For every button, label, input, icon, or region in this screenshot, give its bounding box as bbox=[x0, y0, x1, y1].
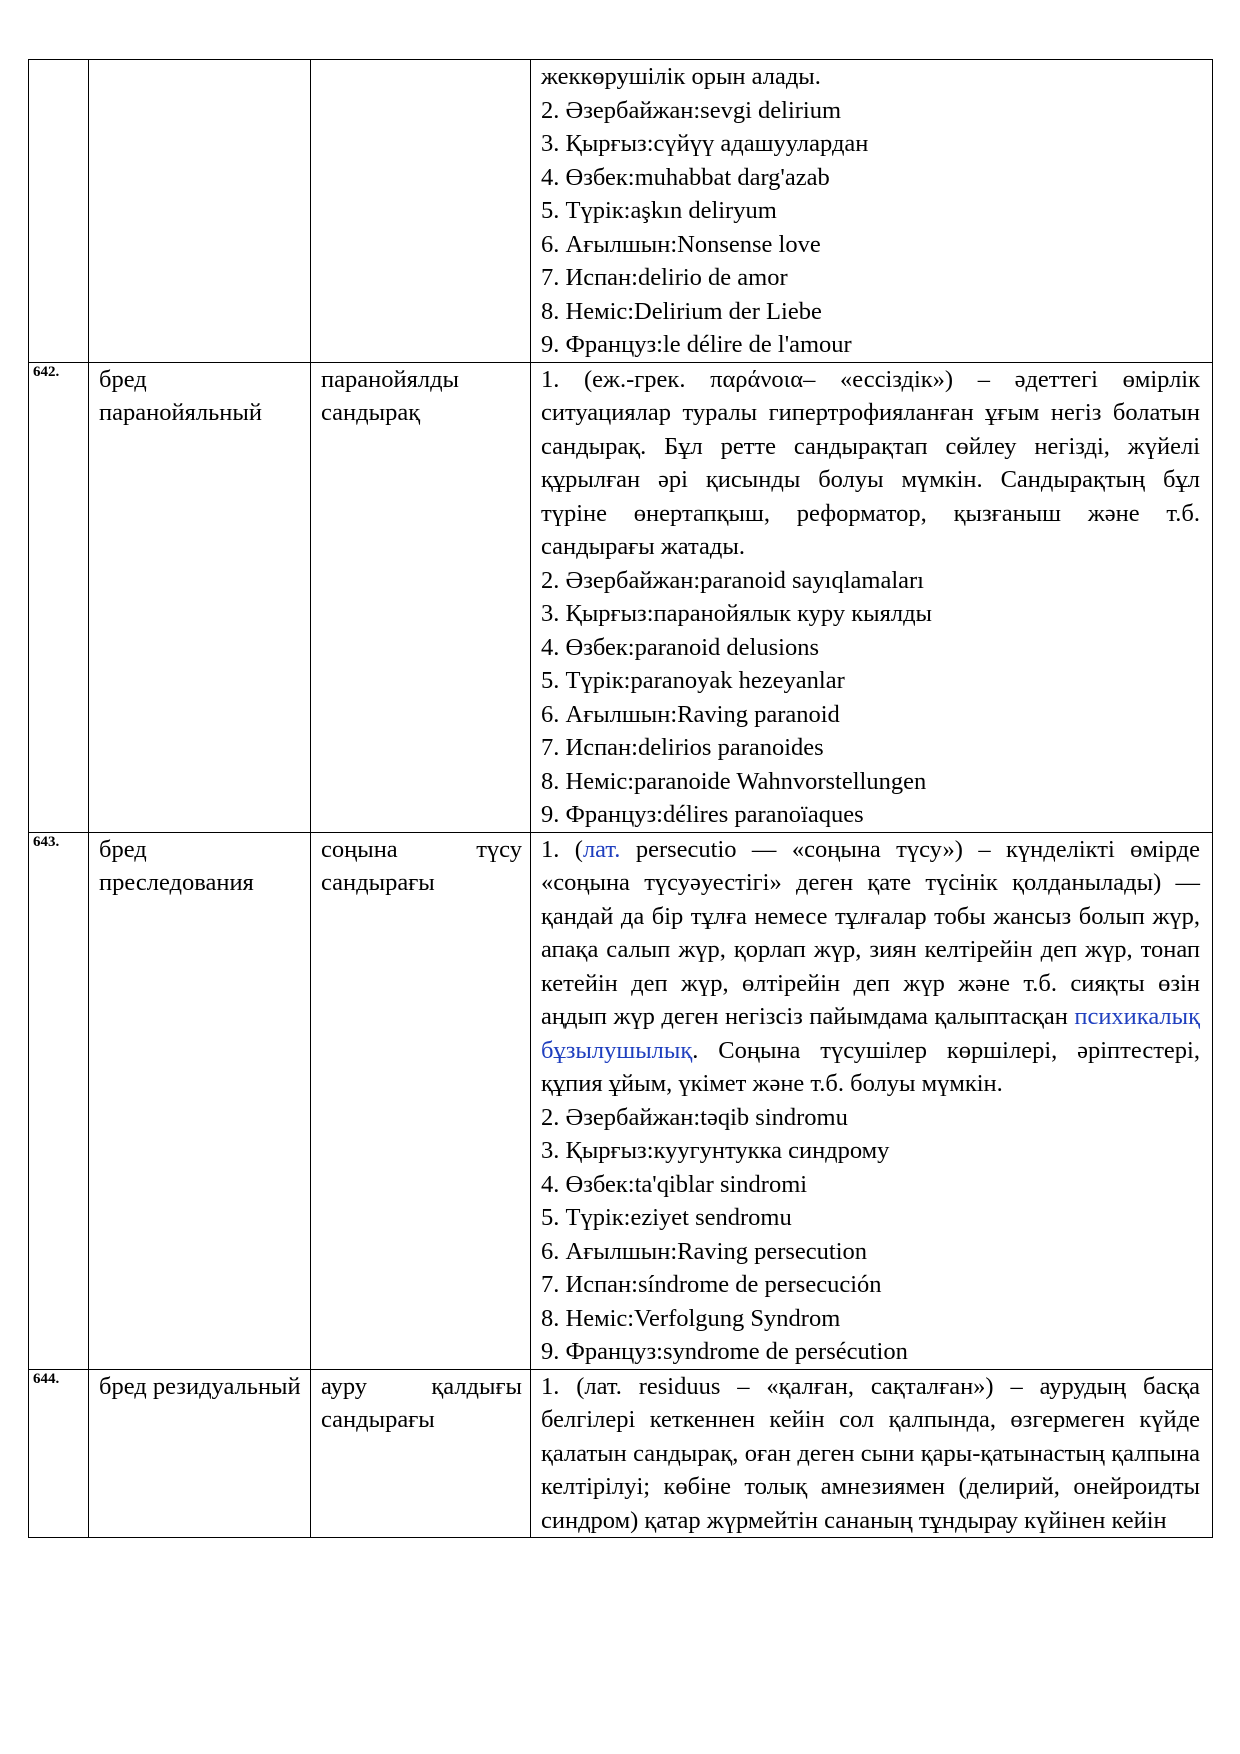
kazakh-term-cell bbox=[311, 60, 531, 363]
table-row-643 bbox=[29, 832, 1213, 1369]
kazakh-term: соңына түсу сандырағы bbox=[311, 832, 531, 1369]
translation-line: 9. Француз:syndrome de persécution bbox=[541, 1338, 908, 1365]
translation-line: 8. Неміс:Delirium der Liebe bbox=[541, 297, 822, 325]
table-row-642 bbox=[29, 362, 1213, 832]
translation-line: 7. Испан:delirio de amor bbox=[541, 264, 788, 291]
translation-line: 9. Француз:le délire de l'amour bbox=[541, 331, 852, 358]
entry-number: 643. bbox=[29, 832, 89, 1369]
translation-line: 3. Қырғыз:сүйүү адашуулардан bbox=[541, 130, 869, 157]
translation-line: 5. Түрік:paranoyak hezeyanlar bbox=[541, 667, 845, 694]
translation-line: 5. Түрік:aşkın deliryum bbox=[541, 197, 777, 224]
definition-continuation: жеккөрушілік орын алады. bbox=[541, 63, 821, 90]
russian-term-cell bbox=[89, 60, 311, 363]
definition-cell bbox=[531, 60, 1213, 363]
entry-number: 642. bbox=[29, 362, 89, 832]
translation-line: 2. Әзербайжан:təqib sindromu bbox=[541, 1103, 848, 1131]
translation-line: 6. Ағылшын:Raving paranoid bbox=[541, 700, 840, 728]
definition-text: 1. (еж.-грек. παράνοια– «ессіздік») – әдеттегі өмірлік ситуациялар туралы гипертрофияланған ұғым негіз болатын сандырақ. Бұл ретте сандырақтап сөйлеу негізді, жүйелі құрылған әрі қисынды болуы мүмкін. Сандырақтың бұл түріне өнертапқыш, реформатор, қызғаныш және т.б. сандырағы жатады. bbox=[541, 365, 1200, 560]
translation-line: 6. Ағылшын:Raving persecution bbox=[541, 1237, 868, 1265]
entry-number: 644. bbox=[29, 1369, 89, 1538]
translation-line: 7. Испан:síndrome de persecución bbox=[541, 1271, 882, 1298]
definition-end: . Соңына түсушілер көршілері, әріптестері, құпия ұйым, үкімет және т.б. болуы мүмкін. bbox=[541, 1036, 1200, 1097]
definition-text: 1. (лат. residuus – «қалған, сақталған») – аурудың басқа белгілері кеткеннен кейін сол қалпында, өзгермеген күйде қалатын сандырақ, оған деген сыни қары-қатынастың қалпына келтірілуі; көбіне толық амнезиямен (делирий, онейроидты синдром) қатар жүрмейтін сананың тұндырау күйінен кейін bbox=[541, 1372, 1200, 1534]
translation-line: 2. Әзербайжан:sevgi delirium bbox=[541, 96, 842, 124]
translation-line: 9. Француз:délires paranoïaques bbox=[541, 801, 864, 828]
definition-mid: persecutio — «соңына түсу») – күнделікті өмірде «соңына түсуәуестігі» деген қате түсінік қолданылады) — қандай да бір тұлға немесе тұлғалар тобы жансыз болып жүр, апақа салып жүр, қорлап жүр, зиян келтірейін деп жүр, тонап кетейін деп жүр, өлтірейін деп жүр және т.б. сияқты өзін аңдып жүр деген негізсіз пайымдама қалыптасқан bbox=[541, 835, 1200, 1030]
latin-link[interactable]: лат. bbox=[582, 835, 621, 863]
translation-line: 4. Өзбек:paranoid delusions bbox=[541, 633, 819, 661]
translation-line: 8. Неміс:paranoide Wahnvorstellungen bbox=[541, 767, 927, 795]
translation-line: 3. Қырғыз:паранойялык куру кыялды bbox=[541, 600, 933, 627]
definition-cell bbox=[531, 1369, 1213, 1538]
dictionary-table bbox=[28, 59, 1213, 1538]
translation-line: 5. Түрік:eziyet sendromu bbox=[541, 1204, 792, 1231]
russian-term: бред преследования bbox=[89, 832, 311, 1369]
definition-cell bbox=[531, 832, 1213, 1369]
translation-line: 7. Испан:delirios paranoides bbox=[541, 734, 824, 761]
table-row-continuation bbox=[29, 60, 1213, 363]
translation-line: 8. Неміс:Verfolgung Syndrom bbox=[541, 1304, 841, 1332]
kazakh-term: паранойялды сандырақ bbox=[311, 362, 531, 832]
translation-line: 6. Ағылшын:Nonsense love bbox=[541, 230, 821, 258]
translation-line: 2. Әзербайжан:paranoid sayıqlamaları bbox=[541, 566, 924, 594]
kazakh-term: ауру қалдығы сандырағы bbox=[311, 1369, 531, 1538]
definition-text bbox=[541, 833, 1200, 1101]
entry-number-cell bbox=[29, 60, 89, 363]
definition-open: 1. ( bbox=[541, 835, 583, 863]
russian-term: бред паранойяльный bbox=[89, 362, 311, 832]
translation-line: 4. Өзбек:ta'qiblar sindromi bbox=[541, 1170, 808, 1198]
translation-line: 3. Қырғыз:куугунтукка синдрому bbox=[541, 1137, 890, 1164]
mental-disorder-link[interactable]: психикалық бұзылушылық bbox=[541, 1003, 1200, 1064]
translation-line: 4. Өзбек:muhabbat darg'azab bbox=[541, 163, 830, 191]
definition-cell bbox=[531, 362, 1213, 832]
russian-term: бред резидуальный bbox=[89, 1369, 311, 1538]
table-row-644 bbox=[29, 1369, 1213, 1538]
